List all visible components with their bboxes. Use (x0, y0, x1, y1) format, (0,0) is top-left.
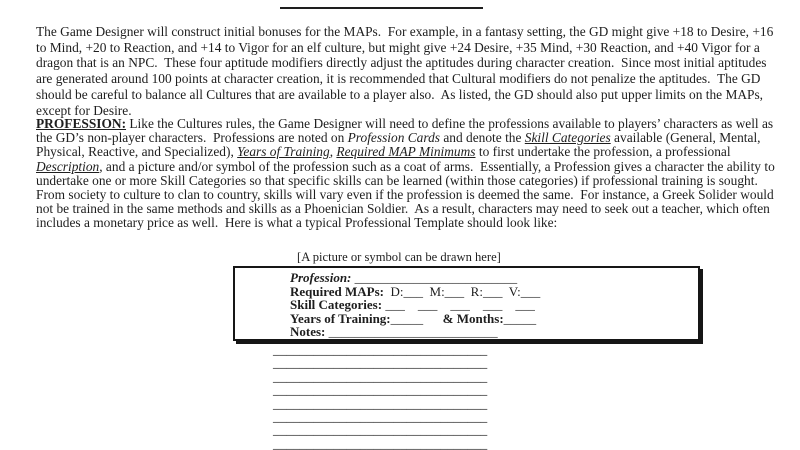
blank-line: ________________________________ (273, 355, 488, 371)
training-duration-row: Years of Training:_____ & Months:_____ (290, 310, 537, 326)
blank-line: ________________________________ (273, 382, 488, 398)
intro-paragraph: The Game Designer will construct initial bonuses for the MAPs. For example, in a fantasy setting, the GD might give +18 to Desire, +16 to Mind, +20 to Reaction, and +14 to Vigor for an elf culture, but might give +24 Desire, +35 Mind, +30 Reaction, and +40 Vigor for a dragon that is an NPC. These four aptitude modifiers directly adjust the aptitudes during character creation. Since most initial aptitudes are generated around 100 points at character creation, it is recommended that Cultural modifiers do not penalize the aptitudes. The GD should be careful to balance all Cultures that are available to a player also. As listed, the GD should also put upper limits on the MAPs, except for Desire. (36, 24, 777, 118)
profession-template-box (233, 266, 700, 341)
blank-line: ________________________________ (273, 409, 488, 425)
notes-row: Notes: __________________________ (290, 324, 498, 339)
blank-line: ________________________________ (273, 342, 488, 357)
notes-blank-lines (273, 343, 487, 450)
required-maps-row: Required MAPs: D:___ M:___ R:___ V:___ (290, 283, 541, 299)
picture-caption: [A picture or symbol can be drawn here] (297, 250, 501, 264)
blank-line: ________________________________ (273, 435, 488, 450)
profession-name-row: Profession: _________________________ (290, 270, 518, 285)
blank-line: ________________________________ (273, 395, 488, 411)
skill-categories-row: Skill Categories: ___ ___ ___ ___ ___ (290, 297, 535, 312)
cut-off-underscore-rule (280, 7, 483, 9)
blank-line: ________________________________ (273, 422, 488, 438)
blank-line: ________________________________ (273, 368, 488, 384)
profession-paragraph: PROFESSION: Like the Cultures rules, the Game Designer will need to define the professions available to players’ characters as well as the GD’s non-player characters. Professions are noted on Profession Cards and denote the Skill Categories available (General, Mental, Physical, Reactive, and Specialized), Years of Training, Required MAP Minimums to first undertake the profession, a professional Description, and a picture and/or symbol of the profession such as a coat of arms. Essentially, a Profession gives a character the ability to undertake one or more Skill Categories so that specific skills can be learned (within those categories) if professional training is sought. From society to culture to clan to country, skills will vary even if the profession is deemed the same. For instance, a Greek Solider would not be trained in the same methods and skills as a Phoenician Soldier. As a result, characters may need to seek out a teacher, which often includes a monetary price as well. Here is what a typical Professional Template should look like: (36, 116, 779, 231)
